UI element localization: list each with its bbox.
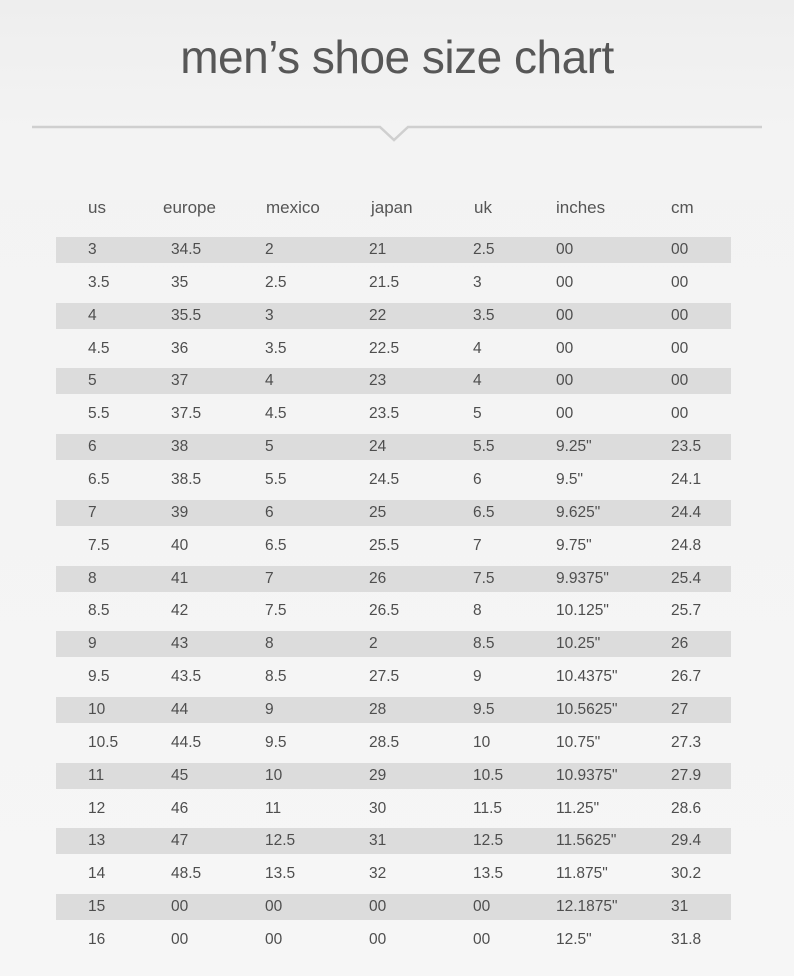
cell-uk: 12.5 xyxy=(473,832,504,850)
cell-europe: 35.5 xyxy=(171,306,202,324)
table-row xyxy=(56,500,731,526)
cell-cm: 00 xyxy=(671,372,689,390)
cell-mexico: 8.5 xyxy=(265,668,287,685)
cell-uk: 11.5 xyxy=(473,799,503,817)
cell-us: 10.5 xyxy=(88,733,119,751)
cell-inches: 9.5" xyxy=(556,471,584,488)
cell-cm: 00 xyxy=(671,273,689,291)
cell-japan: 21 xyxy=(369,241,387,258)
cell-inches: 9.625" xyxy=(556,503,601,521)
column-header-us: us xyxy=(88,198,106,217)
column-header-europe: europe xyxy=(163,198,216,217)
cell-japan: 24.5 xyxy=(369,471,400,488)
cell-mexico: 9.5 xyxy=(265,733,287,751)
cell-cm: 31.8 xyxy=(671,930,702,948)
cell-cm: 23.5 xyxy=(671,438,702,456)
cell-cm: 25.4 xyxy=(671,569,702,587)
table-row xyxy=(56,336,731,362)
cell-uk: 10 xyxy=(473,733,491,751)
column-header-mexico: mexico xyxy=(266,198,320,217)
cell-japan: 31 xyxy=(369,832,387,850)
cell-inches: 00 xyxy=(556,339,574,357)
cell-japan: 24 xyxy=(369,438,387,456)
table-header xyxy=(56,194,731,222)
cell-uk: 6 xyxy=(473,471,482,488)
table-row xyxy=(56,467,731,493)
table-row xyxy=(56,598,731,624)
cell-mexico: 00 xyxy=(265,930,283,948)
column-header-cm: cm xyxy=(671,198,694,217)
cell-mexico: 00 xyxy=(265,898,283,915)
cell-japan: 25.5 xyxy=(369,536,400,554)
cell-us: 11 xyxy=(88,766,105,784)
cell-mexico: 6 xyxy=(265,503,274,521)
cell-cm: 25.7 xyxy=(671,602,702,620)
cell-japan: 28 xyxy=(369,700,387,718)
cell-cm: 28.6 xyxy=(671,799,702,817)
cell-cm: 00 xyxy=(671,241,689,258)
cell-uk: 13.5 xyxy=(473,865,504,883)
cell-inches: 10.25" xyxy=(556,635,601,653)
cell-us: 8.5 xyxy=(88,602,110,620)
cell-europe: 47 xyxy=(171,832,189,850)
table-row xyxy=(56,796,731,822)
cell-europe: 44 xyxy=(171,700,189,718)
cell-us: 3.5 xyxy=(88,273,110,291)
cell-us: 9 xyxy=(88,635,97,653)
cell-cm: 27.9 xyxy=(671,766,702,784)
cell-europe: 43 xyxy=(171,635,189,653)
cell-uk: 5.5 xyxy=(473,438,495,456)
cell-europe: 38.5 xyxy=(171,471,202,488)
cell-inches: 00 xyxy=(556,405,574,423)
cell-mexico: 5.5 xyxy=(265,471,287,488)
cell-japan: 28.5 xyxy=(369,733,400,751)
cell-europe: 41 xyxy=(171,569,189,587)
cell-uk: 5 xyxy=(473,405,482,423)
cell-cm: 31 xyxy=(671,898,689,915)
cell-europe: 00 xyxy=(171,930,189,948)
cell-japan: 25 xyxy=(369,503,387,521)
cell-us: 6 xyxy=(88,438,97,456)
cell-inches: 00 xyxy=(556,372,574,390)
cell-uk: 3.5 xyxy=(473,306,495,324)
cell-japan: 29 xyxy=(369,766,387,784)
cell-europe: 40 xyxy=(171,536,189,554)
cell-cm: 00 xyxy=(671,339,689,357)
table-row xyxy=(56,237,731,263)
cell-uk: 8 xyxy=(473,602,482,620)
cell-cm: 24.1 xyxy=(671,471,702,488)
cell-japan: 23 xyxy=(369,372,387,390)
page-title: men’s shoe size chart xyxy=(180,31,614,83)
table-row xyxy=(56,401,731,427)
cell-europe: 37.5 xyxy=(171,405,202,423)
cell-inches: 11.5625" xyxy=(556,832,617,850)
cell-japan: 00 xyxy=(369,930,387,948)
cell-inches: 9.9375" xyxy=(556,569,609,587)
cell-cm: 00 xyxy=(671,306,689,324)
cell-europe: 48.5 xyxy=(171,865,202,883)
cell-mexico: 9 xyxy=(265,700,274,718)
cell-japan: 00 xyxy=(369,898,387,915)
cell-europe: 34.5 xyxy=(171,241,202,258)
cell-japan: 2 xyxy=(369,635,378,653)
cell-inches: 10.125" xyxy=(556,602,609,620)
cell-japan: 22.5 xyxy=(369,339,400,357)
cell-mexico: 6.5 xyxy=(265,536,287,554)
cell-us: 12 xyxy=(88,799,106,817)
cell-cm: 26 xyxy=(671,635,689,653)
cell-japan: 26.5 xyxy=(369,602,400,620)
cell-us: 3 xyxy=(88,241,97,258)
table-row xyxy=(56,730,731,756)
cell-inches: 12.5" xyxy=(556,930,592,948)
cell-inches: 10.9375" xyxy=(556,766,618,784)
cell-mexico: 4.5 xyxy=(265,405,287,423)
cell-mexico: 4 xyxy=(265,372,274,390)
cell-europe: 45 xyxy=(171,766,189,784)
cell-mexico: 3 xyxy=(265,306,274,324)
cell-uk: 7 xyxy=(473,536,482,554)
cell-mexico: 10 xyxy=(265,766,283,784)
cell-us: 4.5 xyxy=(88,339,110,357)
cell-japan: 21.5 xyxy=(369,273,400,291)
cell-cm: 26.7 xyxy=(671,668,702,685)
cell-inches: 10.4375" xyxy=(556,668,618,685)
cell-japan: 27.5 xyxy=(369,668,400,685)
cell-us: 5 xyxy=(88,372,97,390)
cell-inches: 12.1875" xyxy=(556,898,618,915)
cell-mexico: 12.5 xyxy=(265,832,296,850)
cell-inches: 9.25" xyxy=(556,438,592,456)
cell-europe: 46 xyxy=(171,799,189,817)
cell-europe: 00 xyxy=(171,898,189,915)
cell-japan: 22 xyxy=(369,306,387,324)
cell-mexico: 3.5 xyxy=(265,339,287,357)
cell-inches: 00 xyxy=(556,306,574,324)
cell-europe: 43.5 xyxy=(171,668,202,685)
cell-japan: 32 xyxy=(369,865,387,883)
cell-us: 9.5 xyxy=(88,668,110,685)
cell-mexico: 2.5 xyxy=(265,273,287,291)
cell-uk: 00 xyxy=(473,898,491,915)
cell-japan: 26 xyxy=(369,569,387,587)
table-row xyxy=(56,828,731,854)
cell-europe: 42 xyxy=(171,602,189,620)
cell-japan: 30 xyxy=(369,799,387,817)
cell-inches: 00 xyxy=(556,241,574,258)
cell-cm: 29.4 xyxy=(671,832,702,850)
cell-europe: 35 xyxy=(171,273,189,291)
title-divider xyxy=(32,115,762,145)
cell-mexico: 13.5 xyxy=(265,865,296,883)
cell-cm: 00 xyxy=(671,405,689,423)
cell-mexico: 2 xyxy=(265,241,274,258)
cell-mexico: 11 xyxy=(265,799,282,817)
table-row xyxy=(56,303,731,329)
cell-us: 4 xyxy=(88,306,97,324)
cell-us: 6.5 xyxy=(88,471,110,488)
cell-us: 15 xyxy=(88,898,106,915)
cell-uk: 7.5 xyxy=(473,569,495,587)
cell-cm: 24.4 xyxy=(671,503,702,521)
table-row xyxy=(56,697,731,723)
cell-uk: 9.5 xyxy=(473,700,495,718)
cell-cm: 27 xyxy=(671,700,689,718)
cell-inches: 00 xyxy=(556,273,574,291)
column-header-uk: uk xyxy=(474,198,492,217)
cell-uk: 8.5 xyxy=(473,635,495,653)
cell-mexico: 7 xyxy=(265,569,274,587)
cell-europe: 38 xyxy=(171,438,189,456)
cell-uk: 4 xyxy=(473,372,482,390)
cell-japan: 23.5 xyxy=(369,405,400,423)
table-row xyxy=(56,927,731,953)
table-row xyxy=(56,566,731,592)
cell-inches: 11.875" xyxy=(556,865,608,883)
cell-us: 14 xyxy=(88,865,106,883)
cell-cm: 27.3 xyxy=(671,733,702,751)
column-header-japan: japan xyxy=(371,198,413,217)
cell-europe: 37 xyxy=(171,372,189,390)
cell-inches: 11.25" xyxy=(556,799,600,817)
table-row xyxy=(56,270,731,296)
cell-uk: 4 xyxy=(473,339,482,357)
cell-us: 7.5 xyxy=(88,536,110,554)
table-row xyxy=(56,368,731,394)
cell-europe: 44.5 xyxy=(171,733,202,751)
table-row xyxy=(56,533,731,559)
cell-mexico: 7.5 xyxy=(265,602,287,620)
cell-inches: 10.5625" xyxy=(556,700,618,718)
cell-mexico: 8 xyxy=(265,635,274,653)
cell-inches: 9.75" xyxy=(556,536,592,554)
column-header-inches: inches xyxy=(556,198,606,217)
cell-us: 7 xyxy=(88,503,97,521)
cell-cm: 30.2 xyxy=(671,865,702,883)
cell-us: 5.5 xyxy=(88,405,110,423)
cell-us: 8 xyxy=(88,569,97,587)
cell-us: 13 xyxy=(88,832,106,850)
table-row xyxy=(56,763,731,789)
cell-europe: 36 xyxy=(171,339,189,357)
table-row xyxy=(56,434,731,460)
cell-uk: 6.5 xyxy=(473,503,495,521)
table-row xyxy=(56,631,731,657)
cell-uk: 2.5 xyxy=(473,241,495,258)
table-row xyxy=(56,664,731,690)
cell-us: 16 xyxy=(88,930,106,948)
cell-uk: 00 xyxy=(473,930,491,948)
table-row xyxy=(56,894,731,920)
cell-europe: 39 xyxy=(171,503,189,521)
table-row xyxy=(56,861,731,887)
cell-mexico: 5 xyxy=(265,438,274,456)
cell-inches: 10.75" xyxy=(556,733,601,751)
cell-uk: 10.5 xyxy=(473,766,504,784)
cell-uk: 3 xyxy=(473,273,482,291)
cell-uk: 9 xyxy=(473,668,482,685)
cell-us: 10 xyxy=(88,700,106,718)
cell-cm: 24.8 xyxy=(671,536,702,554)
